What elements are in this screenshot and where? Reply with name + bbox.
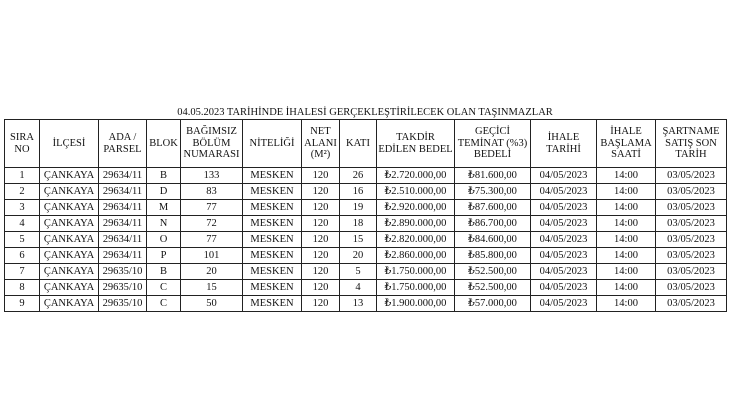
header-bagimsiz-bolum: BAĞIMSIZ BÖLÜM NUMARASI [181, 120, 243, 168]
cell-kati: 20 [340, 248, 377, 264]
cell-net-alani: 120 [302, 296, 340, 312]
cell-kati: 15 [340, 232, 377, 248]
cell-bagimsiz-bolum: 101 [181, 248, 243, 264]
cell-niteligi: MESKEN [243, 184, 302, 200]
cell-niteligi: MESKEN [243, 248, 302, 264]
header-gecici-teminat: GEÇİCİ TEMİNAT (%3) BEDELİ [455, 120, 531, 168]
header-kati: KATI [340, 120, 377, 168]
cell-kati: 26 [340, 168, 377, 184]
table-row [5, 200, 727, 216]
cell-sartname-son-tarih: 03/05/2023 [656, 168, 727, 184]
page-title: 04.05.2023 TARİHİNDE İHALESİ GERÇEKLEŞTİRİLECEK OLAN TAŞINMAZLAR [177, 107, 553, 118]
cell-sartname-son-tarih: 03/05/2023 [656, 232, 727, 248]
cell-blok: O [147, 232, 181, 248]
cell-niteligi: MESKEN [243, 200, 302, 216]
cell-blok: C [147, 280, 181, 296]
cell-ihale-saati: 14:00 [597, 248, 656, 264]
cell-blok: N [147, 216, 181, 232]
cell-ilcesi: ÇANKAYA [40, 248, 99, 264]
cell-ihale-saati: 14:00 [597, 216, 656, 232]
cell-ilcesi: ÇANKAYA [40, 296, 99, 312]
table-row [5, 296, 727, 312]
cell-ihale-saati: 14:00 [597, 232, 656, 248]
cell-ihale-saati: 14:00 [597, 280, 656, 296]
cell-ilcesi: ÇANKAYA [40, 232, 99, 248]
cell-gecici-teminat: ₺84.600,00 [455, 232, 531, 248]
cell-sira-no: 4 [5, 216, 40, 232]
cell-ada-parsel: 29634/11 [99, 232, 147, 248]
table-row [5, 280, 727, 296]
cell-bagimsiz-bolum: 50 [181, 296, 243, 312]
cell-sartname-son-tarih: 03/05/2023 [656, 184, 727, 200]
cell-niteligi: MESKEN [243, 216, 302, 232]
cell-ihale-tarihi: 04/05/2023 [531, 200, 597, 216]
cell-sartname-son-tarih: 03/05/2023 [656, 280, 727, 296]
cell-kati: 4 [340, 280, 377, 296]
table-row [5, 232, 727, 248]
cell-sira-no: 2 [5, 184, 40, 200]
cell-takdir-bedel: ₺2.510.000,00 [377, 184, 455, 200]
cell-net-alani: 120 [302, 232, 340, 248]
cell-gecici-teminat: ₺87.600,00 [455, 200, 531, 216]
cell-kati: 18 [340, 216, 377, 232]
cell-takdir-bedel: ₺2.920.000,00 [377, 200, 455, 216]
table-header-row [5, 120, 727, 168]
table-row [5, 264, 727, 280]
cell-niteligi: MESKEN [243, 296, 302, 312]
cell-bagimsiz-bolum: 20 [181, 264, 243, 280]
cell-gecici-teminat: ₺86.700,00 [455, 216, 531, 232]
cell-ada-parsel: 29634/11 [99, 184, 147, 200]
header-blok: BLOK [147, 120, 181, 168]
cell-sartname-son-tarih: 03/05/2023 [656, 248, 727, 264]
cell-bagimsiz-bolum: 133 [181, 168, 243, 184]
cell-gecici-teminat: ₺57.000,00 [455, 296, 531, 312]
cell-blok: B [147, 168, 181, 184]
cell-blok: D [147, 184, 181, 200]
cell-takdir-bedel: ₺2.860.000,00 [377, 248, 455, 264]
cell-ilcesi: ÇANKAYA [40, 200, 99, 216]
cell-sira-no: 8 [5, 280, 40, 296]
cell-takdir-bedel: ₺1.750.000,00 [377, 280, 455, 296]
cell-kati: 13 [340, 296, 377, 312]
cell-sartname-son-tarih: 03/05/2023 [656, 200, 727, 216]
table-body [5, 168, 727, 312]
cell-net-alani: 120 [302, 184, 340, 200]
cell-sira-no: 1 [5, 168, 40, 184]
cell-ihale-saati: 14:00 [597, 200, 656, 216]
cell-ada-parsel: 29634/11 [99, 248, 147, 264]
cell-sira-no: 3 [5, 200, 40, 216]
cell-bagimsiz-bolum: 15 [181, 280, 243, 296]
cell-bagimsiz-bolum: 72 [181, 216, 243, 232]
cell-ada-parsel: 29634/11 [99, 168, 147, 184]
header-niteligi: NİTELİĞİ [243, 120, 302, 168]
cell-niteligi: MESKEN [243, 168, 302, 184]
cell-ada-parsel: 29635/10 [99, 296, 147, 312]
cell-gecici-teminat: ₺75.300,00 [455, 184, 531, 200]
cell-niteligi: MESKEN [243, 232, 302, 248]
cell-net-alani: 120 [302, 264, 340, 280]
cell-sartname-son-tarih: 03/05/2023 [656, 216, 727, 232]
header-ada-parsel: ADA / PARSEL [99, 120, 147, 168]
cell-ilcesi: ÇANKAYA [40, 264, 99, 280]
cell-ihale-tarihi: 04/05/2023 [531, 296, 597, 312]
cell-takdir-bedel: ₺2.720.000,00 [377, 168, 455, 184]
cell-ada-parsel: 29634/11 [99, 200, 147, 216]
cell-ihale-tarihi: 04/05/2023 [531, 168, 597, 184]
cell-kati: 19 [340, 200, 377, 216]
cell-takdir-bedel: ₺1.750.000,00 [377, 264, 455, 280]
header-sira-no: SIRA NO [5, 120, 40, 168]
cell-net-alani: 120 [302, 216, 340, 232]
cell-ihale-saati: 14:00 [597, 184, 656, 200]
property-auction-table [4, 119, 727, 312]
cell-gecici-teminat: ₺81.600,00 [455, 168, 531, 184]
header-sartname-son-tarih: ŞARTNAME SATIŞ SON TARİH [656, 120, 727, 168]
cell-ada-parsel: 29635/10 [99, 280, 147, 296]
cell-ilcesi: ÇANKAYA [40, 216, 99, 232]
cell-kati: 16 [340, 184, 377, 200]
cell-blok: B [147, 264, 181, 280]
cell-ihale-saati: 14:00 [597, 168, 656, 184]
header-takdir-bedel: TAKDİR EDİLEN BEDEL [377, 120, 455, 168]
cell-ada-parsel: 29634/11 [99, 216, 147, 232]
cell-bagimsiz-bolum: 83 [181, 184, 243, 200]
cell-ilcesi: ÇANKAYA [40, 184, 99, 200]
cell-sira-no: 7 [5, 264, 40, 280]
cell-ihale-tarihi: 04/05/2023 [531, 184, 597, 200]
cell-takdir-bedel: ₺1.900.000,00 [377, 296, 455, 312]
cell-net-alani: 120 [302, 248, 340, 264]
cell-sira-no: 9 [5, 296, 40, 312]
cell-gecici-teminat: ₺52.500,00 [455, 264, 531, 280]
cell-ilcesi: ÇANKAYA [40, 168, 99, 184]
header-net-alani: NET ALANI (M²) [302, 120, 340, 168]
cell-ihale-saati: 14:00 [597, 296, 656, 312]
cell-sartname-son-tarih: 03/05/2023 [656, 264, 727, 280]
table-row [5, 248, 727, 264]
cell-blok: P [147, 248, 181, 264]
cell-takdir-bedel: ₺2.820.000,00 [377, 232, 455, 248]
table-row [5, 184, 727, 200]
cell-gecici-teminat: ₺85.800,00 [455, 248, 531, 264]
cell-net-alani: 120 [302, 280, 340, 296]
cell-ada-parsel: 29635/10 [99, 264, 147, 280]
cell-niteligi: MESKEN [243, 280, 302, 296]
cell-bagimsiz-bolum: 77 [181, 232, 243, 248]
cell-net-alani: 120 [302, 168, 340, 184]
cell-ihale-tarihi: 04/05/2023 [531, 248, 597, 264]
cell-blok: C [147, 296, 181, 312]
cell-gecici-teminat: ₺52.500,00 [455, 280, 531, 296]
header-ihale-tarihi: İHALE TARİHİ [531, 120, 597, 168]
cell-ihale-tarihi: 04/05/2023 [531, 280, 597, 296]
cell-ihale-tarihi: 04/05/2023 [531, 232, 597, 248]
table-row [5, 216, 727, 232]
cell-net-alani: 120 [302, 200, 340, 216]
cell-takdir-bedel: ₺2.890.000,00 [377, 216, 455, 232]
cell-sartname-son-tarih: 03/05/2023 [656, 296, 727, 312]
cell-niteligi: MESKEN [243, 264, 302, 280]
table-row [5, 168, 727, 184]
cell-ihale-tarihi: 04/05/2023 [531, 264, 597, 280]
cell-ilcesi: ÇANKAYA [40, 280, 99, 296]
cell-sira-no: 6 [5, 248, 40, 264]
cell-ihale-saati: 14:00 [597, 264, 656, 280]
cell-ihale-tarihi: 04/05/2023 [531, 216, 597, 232]
header-ilcesi: İLÇESİ [40, 120, 99, 168]
cell-bagimsiz-bolum: 77 [181, 200, 243, 216]
cell-sira-no: 5 [5, 232, 40, 248]
header-ihale-saati: İHALE BAŞLAMA SAATİ [597, 120, 656, 168]
cell-kati: 5 [340, 264, 377, 280]
cell-blok: M [147, 200, 181, 216]
